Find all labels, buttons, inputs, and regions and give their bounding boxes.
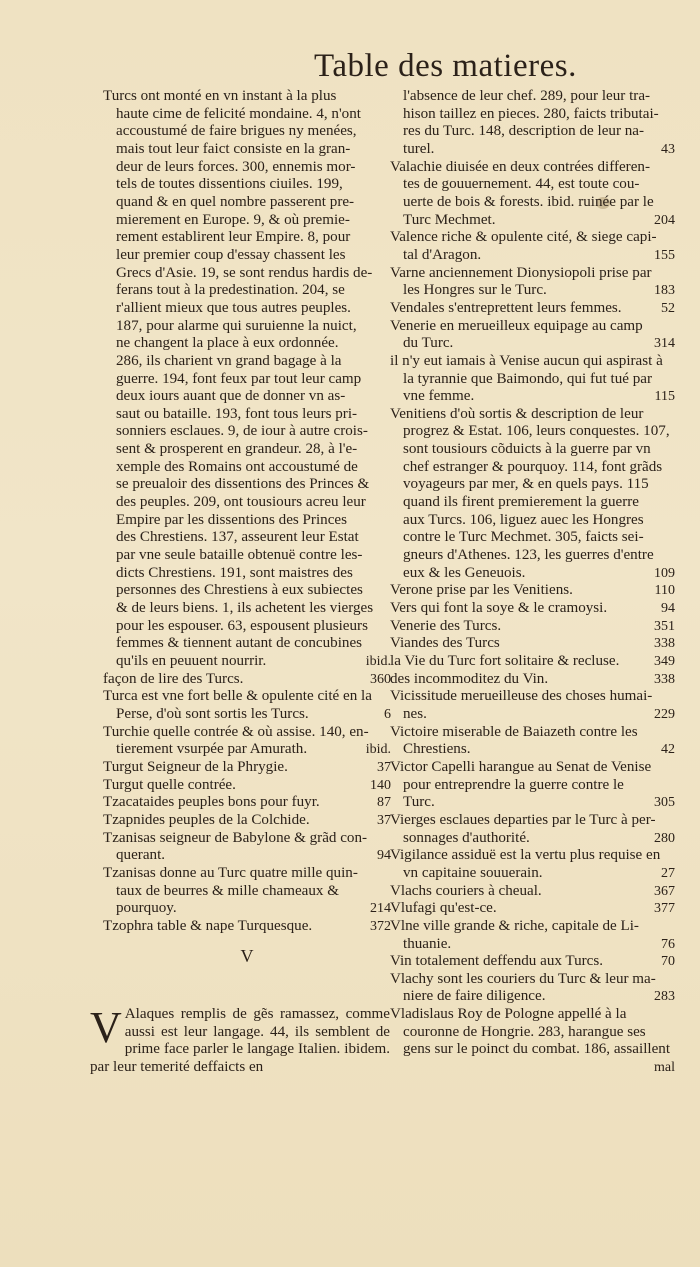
page-reference: 349 xyxy=(654,654,675,669)
entry-last-line xyxy=(390,141,675,159)
entry-line: chef estranger & pourquoy. 114, font grãds xyxy=(403,458,663,475)
page-reference: 70 xyxy=(661,954,675,970)
page-reference: 183 xyxy=(654,283,675,299)
entry-line: 187, pour alarme qui suruienne la nuict, xyxy=(116,317,357,334)
right-index-entry xyxy=(390,265,675,300)
entry-text: vn capitaine souuerain. xyxy=(403,864,543,881)
page-reference: 87 xyxy=(377,795,391,811)
entry-last-line xyxy=(390,335,675,353)
entry-last-line xyxy=(103,794,391,812)
entry-line: Victor Capelli harangue au Senat de Venise xyxy=(390,758,652,775)
right-column xyxy=(390,88,675,1077)
entry-last-line xyxy=(103,777,391,795)
right-index-entry xyxy=(390,353,675,406)
right-index-entry xyxy=(390,318,675,353)
page-reference: 338 xyxy=(654,636,675,652)
page-reference: 52 xyxy=(661,300,675,316)
entry-text: querant. xyxy=(116,847,166,864)
entry-line: Valence riche & opulente cité, & siege capi- xyxy=(390,229,657,246)
page-reference: 94 xyxy=(377,848,391,864)
entry-last-line xyxy=(390,282,675,300)
entry-line: hison taillez en pieces. 280, faicts tributai- xyxy=(403,105,659,122)
entry-line: uerte de bois & forests. ibid. ruinée par le xyxy=(403,193,654,210)
page-reference: ibid. xyxy=(365,654,391,669)
entry-last-line xyxy=(390,212,675,230)
entry-line: Vlachy sont les couriers du Turc & leur ma- xyxy=(390,970,656,987)
entry-text: Vlachs couriers à cheual. xyxy=(390,882,542,899)
left-index-entry xyxy=(103,88,391,671)
section-v-first-entry xyxy=(90,1003,390,1077)
entry-line: Empire par les dissentions des Princes xyxy=(116,511,347,528)
page-reference: 27 xyxy=(661,865,675,881)
right-index-entry xyxy=(390,618,675,636)
entry-line: tes de gouuernement. 44, est toute cou- xyxy=(403,176,640,193)
right-index-entry xyxy=(390,671,675,689)
page-reference: 140 xyxy=(370,777,391,793)
entry-line: des Chrestiens. 137, asseurent leur Estat xyxy=(116,529,359,546)
entry-line: guerre. 194, font feux par tout leur camp xyxy=(116,370,362,387)
entry-last-line xyxy=(103,812,391,830)
entry-last-line xyxy=(390,953,675,971)
entry-line: Turcs ont monté en vn instant à la plus xyxy=(103,88,337,104)
entry-line: Venitiens d'où sortis & description de leur xyxy=(390,405,644,422)
entry-last-line xyxy=(390,936,675,954)
entry-line: par vne seule bataille obtenuë contre les- xyxy=(116,547,363,564)
entry-last-line xyxy=(103,900,391,918)
entry-line: se preualoir des dissentions des Princes & xyxy=(116,476,370,493)
entry-line: Valachie diuisée en deux contrées differen- xyxy=(390,158,650,175)
entry-line: Turchie quelle contrée & où assise. 140, en- xyxy=(103,723,369,740)
entry-line: pour entreprendre la guerre contre le xyxy=(403,776,624,793)
entry-line: progrez & Estat. 106, leurs conquestes. 107, xyxy=(403,423,670,440)
entry-text: Viandes des Turcs xyxy=(390,635,500,652)
entry-line: Venerie en merueilleux equipage au camp xyxy=(390,317,643,334)
right-index-entry xyxy=(390,847,675,882)
entry-line: voyageurs par mer, & en quels pays. 115 xyxy=(403,476,649,493)
right-index-entry xyxy=(390,759,675,812)
entry-last-line xyxy=(390,618,675,636)
right-index-entry xyxy=(390,812,675,847)
entry-line: accoustumé de faire brigues ny menées, xyxy=(116,123,357,140)
entry-text: Vers qui font la soye & le cramoysi. xyxy=(390,600,608,617)
page-reference: 360 xyxy=(370,671,391,687)
entry-line: dicts Chrestiens. 191, sont maistres des xyxy=(116,564,353,581)
entry-last-line xyxy=(390,388,675,406)
entry-line: sonniers esclaues. 9, de iour à autre crois- xyxy=(116,423,368,440)
entry-last-line xyxy=(390,600,675,618)
entry-line: quand ils firent premierement la guerre xyxy=(403,494,639,511)
page-reference: 280 xyxy=(654,830,675,846)
page-reference: 110 xyxy=(654,583,675,599)
entry-last-line xyxy=(390,988,675,1006)
entry-last-line xyxy=(390,794,675,812)
entry-line: sont tousiours cõduicts à la guerre par vn xyxy=(403,441,651,458)
entry-line: Turca est vne fort belle & opulente cité en la xyxy=(103,688,372,705)
entry-text: Turc Mechmet. xyxy=(403,211,496,228)
entry-last-line xyxy=(390,671,675,689)
entry-text: pourquoy. xyxy=(116,900,177,917)
entry-text: Perse, d'où sont sortis les Turcs. xyxy=(116,705,309,722)
right-index-entry xyxy=(390,406,675,583)
page-reference: mal xyxy=(654,1060,675,1076)
entry-text: qu'ils en peuuent nourrir. xyxy=(116,653,267,669)
entry-line: des peuples. 209, ont tousiours acreu leur xyxy=(116,494,366,511)
entry-last-line xyxy=(103,706,391,724)
entry-line: Tzanisas donne au Turc quatre mille quin- xyxy=(103,864,358,881)
page-reference: 115 xyxy=(654,389,675,405)
page-reference: 305 xyxy=(654,795,675,811)
left-index-entry xyxy=(103,830,391,865)
right-index-entry xyxy=(390,582,675,600)
entry-line: personnes des Chrestiens à eux subiectes xyxy=(116,582,363,599)
page-reference: 351 xyxy=(654,618,675,634)
entry-last-line xyxy=(103,671,391,689)
entry-text: Vlufagi qu'est-ce. xyxy=(390,900,497,917)
page-reference: 204 xyxy=(654,212,675,228)
entry-line: xemple des Romains ont accoustumé de xyxy=(116,458,358,475)
page-reference: 76 xyxy=(661,936,675,952)
page-reference: 42 xyxy=(661,742,675,758)
section-letter-v: V xyxy=(240,946,254,966)
entry-line: Vicissitude merueilleuse des choses humai- xyxy=(390,688,653,705)
entry-line: pour les espouser. 63, espousent plusieurs xyxy=(116,617,368,634)
entry-last-line xyxy=(103,759,391,777)
entry-last-line xyxy=(390,247,675,265)
right-index-entry xyxy=(390,159,675,230)
right-index-entry xyxy=(390,300,675,318)
left-index-entry xyxy=(103,688,391,723)
entry-last-line xyxy=(390,830,675,848)
entry-line: & de leurs biens. 1, ils achetent les vierges xyxy=(116,600,374,617)
entry-last-line xyxy=(390,706,675,724)
entry-line: la tyrannie que Baimondo, qui fut tué par xyxy=(403,370,652,387)
page-reference: 314 xyxy=(654,336,675,352)
left-index-entry xyxy=(103,671,391,689)
entry-text: tal d'Aragon. xyxy=(403,246,482,263)
entry-text: Turgut Seigneur de la Phrygie. xyxy=(103,758,288,775)
right-index-entry xyxy=(390,1006,675,1076)
entry-line: Vigilance assiduë est la vertu plus requise en xyxy=(390,847,661,864)
entry-line: Tzanisas seigneur de Babylone & grãd con- xyxy=(103,829,368,846)
entry-text: façon de lire des Turcs. xyxy=(103,670,244,687)
entry-text: Turc. xyxy=(403,794,435,811)
right-index-entry xyxy=(390,971,675,1006)
page-reference: 37 xyxy=(377,812,391,828)
entry-line: ne changent la place à eux ordonnée. xyxy=(116,335,339,352)
entry-line: taux de beurres & mille chameaux & xyxy=(116,882,339,899)
entry-line: gens sur le poinct du combat. 186, assaillent xyxy=(403,1041,671,1058)
right-index-entry xyxy=(390,88,675,159)
left-index-entry xyxy=(103,918,391,936)
left-index-entry xyxy=(103,724,391,759)
page-reference: 214 xyxy=(370,901,391,917)
entry-line: Vladislaus Roy de Pologne appellé à la xyxy=(390,1006,627,1023)
entry-text: les Hongres sur le Turc. xyxy=(403,282,547,299)
page-reference: 338 xyxy=(654,671,675,687)
page-reference: 94 xyxy=(661,601,675,617)
entry-line: ferans tout à la predestination. 204, se xyxy=(116,282,345,299)
entry-line: rement establirent leur Empire. 8, pour xyxy=(116,229,351,246)
entry-line: deur de leurs forces. 300, ennemis mor- xyxy=(116,158,356,175)
entry-line: mais tout leur faict consiste en la gran- xyxy=(116,140,351,157)
entry-text: eux & les Geneuois. xyxy=(403,564,526,581)
entry-line: Vierges esclaues departies par le Turc à per- xyxy=(390,811,656,828)
entry-text: Tzapnides peuples de la Colchide. xyxy=(103,811,310,828)
page-reference: 377 xyxy=(654,901,675,917)
entry-text: la Vie du Turc fort solitaire & recluse. xyxy=(390,653,620,669)
entry-text: Vin totalement deffendu aux Turcs. xyxy=(390,953,604,970)
page-reference: 229 xyxy=(654,706,675,722)
entry-line: Vlne ville grande & riche, capitale de Li- xyxy=(390,917,639,934)
right-index-entry xyxy=(390,229,675,264)
page-reference: 37 xyxy=(377,759,391,775)
entry-last-line xyxy=(390,741,675,759)
right-index-entry xyxy=(390,688,675,723)
left-index-entry xyxy=(103,865,391,918)
entry-text: des incommoditez du Vin. xyxy=(390,670,549,687)
left-column xyxy=(103,88,391,936)
entry-text: Turgut quelle contrée. xyxy=(103,776,236,793)
page-reference: 6 xyxy=(384,706,391,722)
right-index-entry xyxy=(390,635,675,653)
entry-line: il n'y eut iamais à Venise aucun qui aspirast à xyxy=(390,352,663,369)
entry-line: aux Turcs. 106, liguez auec les Hongres xyxy=(403,511,644,528)
entry-line: femmes & tiennent autant de concubines xyxy=(116,635,363,652)
entry-text: Tzacataides peuples bons pour fuyr. xyxy=(103,794,320,811)
entry-last-line xyxy=(103,741,391,759)
right-index-entry xyxy=(390,724,675,759)
page-reference: ibid. xyxy=(365,742,391,758)
entry-last-line xyxy=(390,883,675,901)
entry-last-line xyxy=(103,847,391,865)
entry-line: Varne anciennement Dionysiopoli prise par xyxy=(390,264,652,281)
drop-cap: V xyxy=(90,1003,122,1052)
right-index-entry xyxy=(390,900,675,918)
right-index-entry xyxy=(390,883,675,901)
entry-line: quand & en quel nombre passerent pre- xyxy=(116,193,355,210)
page-title: Table des matieres. xyxy=(314,48,577,84)
right-index-entry xyxy=(390,953,675,971)
entry-text: turel. xyxy=(403,140,435,157)
entry-text: Verone prise par les Venitiens. xyxy=(390,582,573,599)
left-index-entry xyxy=(103,812,391,830)
entry-text: sonnages d'authorité. xyxy=(403,829,530,846)
right-index-entry xyxy=(390,653,675,671)
entry-text: du Turc. xyxy=(403,335,454,352)
entry-text: Chrestiens. xyxy=(403,741,471,758)
page-reference: 367 xyxy=(654,883,675,899)
entry-line: leur premier coup d'essay chassent les xyxy=(116,246,346,263)
entry-line: couronne de Hongrie. 283, harangue ses xyxy=(403,1023,646,1040)
entry-last-line xyxy=(390,300,675,318)
entry-text: niere de faire diligence. xyxy=(403,988,546,1005)
left-index-entry xyxy=(103,777,391,795)
entry-line: 286, ils charient vn grand bagage à la xyxy=(116,352,342,369)
entry-line: l'absence de leur chef. 289, pour leur tra- xyxy=(403,88,651,104)
entry-last-line xyxy=(390,635,675,653)
entry-line: deux iours auant que de donner vn as- xyxy=(116,388,346,405)
entry-line: contre le Turc Mechmet. 305, faicts sei- xyxy=(403,529,644,546)
page-reference: 155 xyxy=(654,247,675,263)
entry-line: gneurs d'Athenes. 123, les guerres d'entre xyxy=(403,547,654,564)
page-reference: 283 xyxy=(654,989,675,1005)
right-index-entry xyxy=(390,600,675,618)
entry-last-line xyxy=(390,565,675,583)
entry-line: r'allient mieux que tous autres peuples. xyxy=(116,299,351,316)
entry-line: sent & prosperent en grandeur. 28, à l'e- xyxy=(116,441,358,458)
left-index-entry xyxy=(103,759,391,777)
page-reference: 43 xyxy=(661,141,675,157)
entry-line: tels de toutes dissentions ciuiles. 199, xyxy=(116,176,343,193)
entry-text: tierement vsurpée par Amurath. xyxy=(116,741,308,758)
left-index-entry xyxy=(103,794,391,812)
entry-text: Vendales s'entreprettent leurs femmes. xyxy=(390,299,622,316)
right-index-entry xyxy=(390,918,675,953)
entry-line: Grecs d'Asie. 19, se sont rendus hardis de- xyxy=(116,264,373,281)
entry-text: thuanie. xyxy=(403,935,452,952)
entry-last-line xyxy=(103,653,391,671)
entry-last-line xyxy=(390,653,675,671)
section-v-entry-text: Alaques remplis de gẽs ramassez, comme aussi est leur langage. 44, ils semblent de prime face parler le langage Italien. ibidem. par leur temerité deffaicts en xyxy=(90,1006,390,1075)
page-reference: 109 xyxy=(654,565,675,581)
entry-last-line xyxy=(390,582,675,600)
entry-last-line xyxy=(390,900,675,918)
entry-line: res du Turc. 148, description de leur na- xyxy=(403,123,645,140)
entry-last-line xyxy=(103,918,391,936)
entry-text: vne femme. xyxy=(403,388,475,405)
entry-text: Venerie des Turcs. xyxy=(390,617,502,634)
entry-line: saut ou bataille. 193, font tous leurs pri- xyxy=(116,405,358,422)
entry-line: Victoire miserable de Baiazeth contre les xyxy=(390,723,638,740)
entry-line: haute cime de felicité mondaine. 4, n'ont xyxy=(116,105,361,122)
entry-text: nes. xyxy=(403,705,427,722)
page-reference: 372 xyxy=(370,918,391,934)
entry-last-line xyxy=(390,865,675,883)
entry-line: mierement en Europe. 9, & où premie- xyxy=(116,211,350,228)
entry-text: Tzophra table & nape Turquesque. xyxy=(103,917,313,934)
